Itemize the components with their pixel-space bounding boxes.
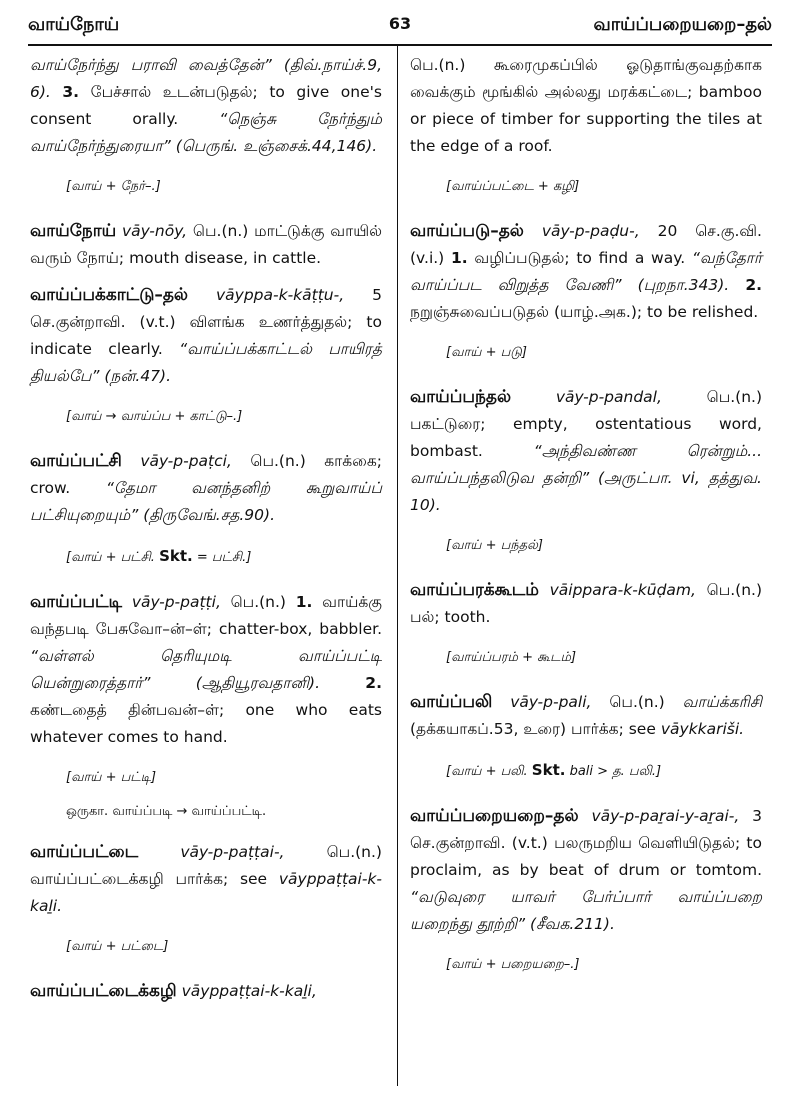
transliteration: vāyppaṭṭai-k-kaḻi, [181, 982, 317, 1000]
entry-vayppattaikkali [30, 978, 382, 1005]
etymology [446, 761, 762, 781]
entry-vayppakkattu [30, 282, 382, 390]
headword: வாய்ப்பட்சி [30, 451, 122, 471]
transliteration: vāy-p-paḍu-, [541, 222, 640, 240]
grammar-label: 5 செ.குன்றாவி. (v.t.) [30, 286, 382, 331]
page-header [28, 10, 772, 40]
see-reference: vāyppaṭṭai-k-kaḻi. [30, 870, 382, 915]
sanskrit-label: Skt. [531, 761, 566, 779]
headword: வாய்ப்பட்டை [30, 842, 139, 862]
definition: (தக்கயாகப்.53, உரை) பார்க்க; see [410, 720, 656, 738]
entry-vayppadu [410, 218, 762, 326]
definition: பகட்டுரை; empty, ostentatious word, bombast. [410, 415, 762, 460]
sanskrit-label: Skt. [159, 547, 193, 565]
etymology: [வாய் + நேர்–.] [66, 179, 161, 194]
entry-vayppandal [410, 384, 762, 519]
entry-continuation [30, 52, 382, 160]
part-of-speech: பெ.(n.) [706, 388, 762, 406]
headword: வாய்ப்படு–தல் [410, 221, 524, 241]
citation: (பெருங். உஞ்சைக்.44,146). [175, 137, 378, 155]
definition-tamil: பேச்சால் உடன்படுதல்; [90, 83, 258, 101]
citation: (சீவக.211). [530, 915, 615, 933]
sense-number: 2. [745, 276, 762, 294]
citation: (நன்.47). [104, 367, 172, 385]
entry-vayppali [410, 689, 762, 743]
etymology: [வாய்ப்பரம் + கூடம்] [446, 650, 577, 665]
definition: நறுஞ்சுவைப்படுதல் (யாழ்.அக.); to be relished. [410, 303, 759, 321]
quotation: வாய்நேர்ந்து பராவி வைத்தேன்” [30, 56, 272, 74]
headword: வாய்ப்பறையறை–தல் [410, 806, 579, 826]
quotation: “தேமா வனந்தனிற் கூறுவாய்ப் பட்சியுறையும்” [30, 479, 382, 524]
see-reference-tamil: வாய்க்கரிசி [682, 693, 762, 711]
definition: விளங்க உணர்த்துதல்; to indicate clearly. [30, 313, 382, 358]
page-number: 63 [388, 14, 412, 33]
transliteration: vāy-nōy, [122, 222, 188, 240]
definition: வழிப்படுதல்; to find a way. [474, 249, 686, 267]
part-of-speech: பெ.(n.) [609, 693, 665, 711]
quotation: “நெஞ்சு நேர்ந்தும் வாய்நேர்ந்துரையா” [30, 110, 382, 155]
cross-note: ஒருகா. வாய்ப்படி → வாய்ப்பட்டி. [66, 804, 267, 819]
sense-number: 3. [62, 83, 80, 101]
transliteration: vāy-p-pali, [510, 693, 592, 711]
etymology: [வாய் + பறையறை–.] [446, 957, 580, 972]
definition: மாட்டுக்கு வாயில் வரும் நோய்; mouth disease, in cattle. [30, 222, 382, 267]
etymology-text: [வாய் + பலி. [446, 764, 528, 779]
etymology: [வாய்ப்பட்டை + கழி] [446, 179, 580, 194]
citation: (ஆதியூரவதானி). [195, 674, 320, 692]
transliteration: vāy-p-paṟai-y-aṟai-, [591, 807, 740, 825]
citation: (அருட்பா. vi, தத்துவ. 10). [410, 469, 762, 514]
definition: கண்டதைத் தின்பவன்–ள்; one who eats whatever comes to hand. [30, 701, 382, 746]
transliteration: vāy-p-paṭci, [140, 452, 232, 470]
etymology: [வாய் + பந்தல்] [446, 538, 543, 553]
header-rule [28, 44, 772, 46]
quotation: “வடுவுரை யாவர் பேர்ப்பார் வாய்ப்பறை யறைந்து தூற்றி” [410, 888, 762, 933]
quotation: “அந்திவண்ண ரென்றும்... வாய்ப்பந்தலிடுவ தன்றி” [410, 442, 762, 487]
headword: வாய்ப்பக்காட்டு–தல் [30, 285, 189, 305]
left-column [30, 52, 382, 1015]
etymology-text: bali > த. பலி.] [569, 764, 662, 779]
entry-vayppaṟaiyaṟai [410, 803, 762, 938]
etymology-text: = பட்சி.] [196, 550, 252, 565]
column-divider [397, 46, 398, 1086]
definition-english: to give one's consent orally. [30, 83, 382, 128]
header-left-guideword: வாய்நோய் [28, 14, 120, 35]
headword: வாய்ப்பட்டி [30, 592, 123, 612]
see-reference: vāykkariši. [660, 720, 745, 738]
definition: வாய்க்கு வந்தபடி பேசுவோ–ன்–ள்; chatter-box, babbler. [30, 593, 382, 638]
sense-number: 2. [365, 674, 382, 692]
entry-vayppatci [30, 448, 382, 529]
citation: (திவ்.நாய்ச்.9, 6). [30, 56, 382, 101]
part-of-speech: பெ.(n.) [326, 843, 382, 861]
sense-number: 1. [295, 593, 313, 611]
headword: வாய்ப்பலி [410, 692, 493, 712]
definition: காக்கை; crow. [30, 452, 382, 497]
right-column [410, 52, 762, 996]
sense-number: 1. [450, 249, 468, 267]
entry-vayppatti [30, 589, 382, 751]
entry-vayppattai [30, 839, 382, 920]
etymology [66, 547, 382, 567]
headword: வாய்நோய் [30, 221, 117, 241]
citation: (திருவேங்.சத.90). [143, 506, 276, 524]
etymology-text: [வாய் + பட்சி. [66, 550, 155, 565]
grammar-label: 3 செ.குன்றாவி. (v.t.) [410, 807, 762, 852]
entry-continuation: பெ.(n.) கூரைமுகப்பில் ஓடுதாங்குவதற்காக வைக்கும் மூங்கில் அல்லது மரக்கட்டை; bamboo or piece of timber for supporting the tiles at the edge of a roof. [410, 56, 762, 155]
headword: வாய்ப்பரக்கூடம் [410, 580, 539, 600]
definition: பலருமறிய வெளியிடுதல்; to proclaim, as by beat of drum or tomtom. [410, 834, 762, 879]
etymology: [வாய் → வாய்ப்ப + காட்டு–.] [66, 409, 243, 424]
part-of-speech: பெ.(n.) [250, 452, 306, 470]
quotation: “வந்தோர் வாய்ப்பட விறுத்த வேணி” [410, 249, 762, 294]
headword: வாய்ப்பட்டைக்கழி [30, 981, 177, 1001]
header-right-guideword: வாய்ப்பறையறை–தல் [593, 14, 772, 35]
transliteration: vāy-p-pandal, [555, 388, 662, 406]
transliteration: vāyppa-k-kāṭṭu-, [216, 286, 345, 304]
entry-vaynoy [30, 218, 382, 272]
grammar-label: 20 செ.கு.வி. (v.i.) [410, 222, 762, 267]
headword: வாய்ப்பந்தல் [410, 387, 512, 407]
transliteration: vāy-p-paṭṭai-, [180, 843, 285, 861]
transliteration: vāy-p-paṭṭi, [131, 593, 221, 611]
etymology: [வாய் + பட்டை] [66, 939, 169, 954]
part-of-speech: பெ.(n.) [230, 593, 286, 611]
etymology: [வாய் + படு] [446, 345, 527, 360]
citation: (புறநா.343). [637, 276, 730, 294]
part-of-speech: பெ.(n.) [192, 222, 249, 240]
transliteration: vāippara-k-kūḍam, [549, 581, 696, 599]
quotation: “வள்ளல் தெரியுமடி வாய்ப்பட்டி யென்றுரைத்தார்” [30, 647, 382, 692]
entry-vayppara-kkudam [410, 577, 762, 631]
definition: வாய்ப்பட்டைக்கழி பார்க்க; see [30, 870, 268, 888]
quotation: “வாய்ப்பக்காட்டல் பாயிரத் தியல்பே” [30, 340, 382, 385]
etymology: [வாய் + பட்டி] [66, 770, 157, 785]
definition: பெ.(n.) பல்; tooth. [410, 581, 762, 626]
